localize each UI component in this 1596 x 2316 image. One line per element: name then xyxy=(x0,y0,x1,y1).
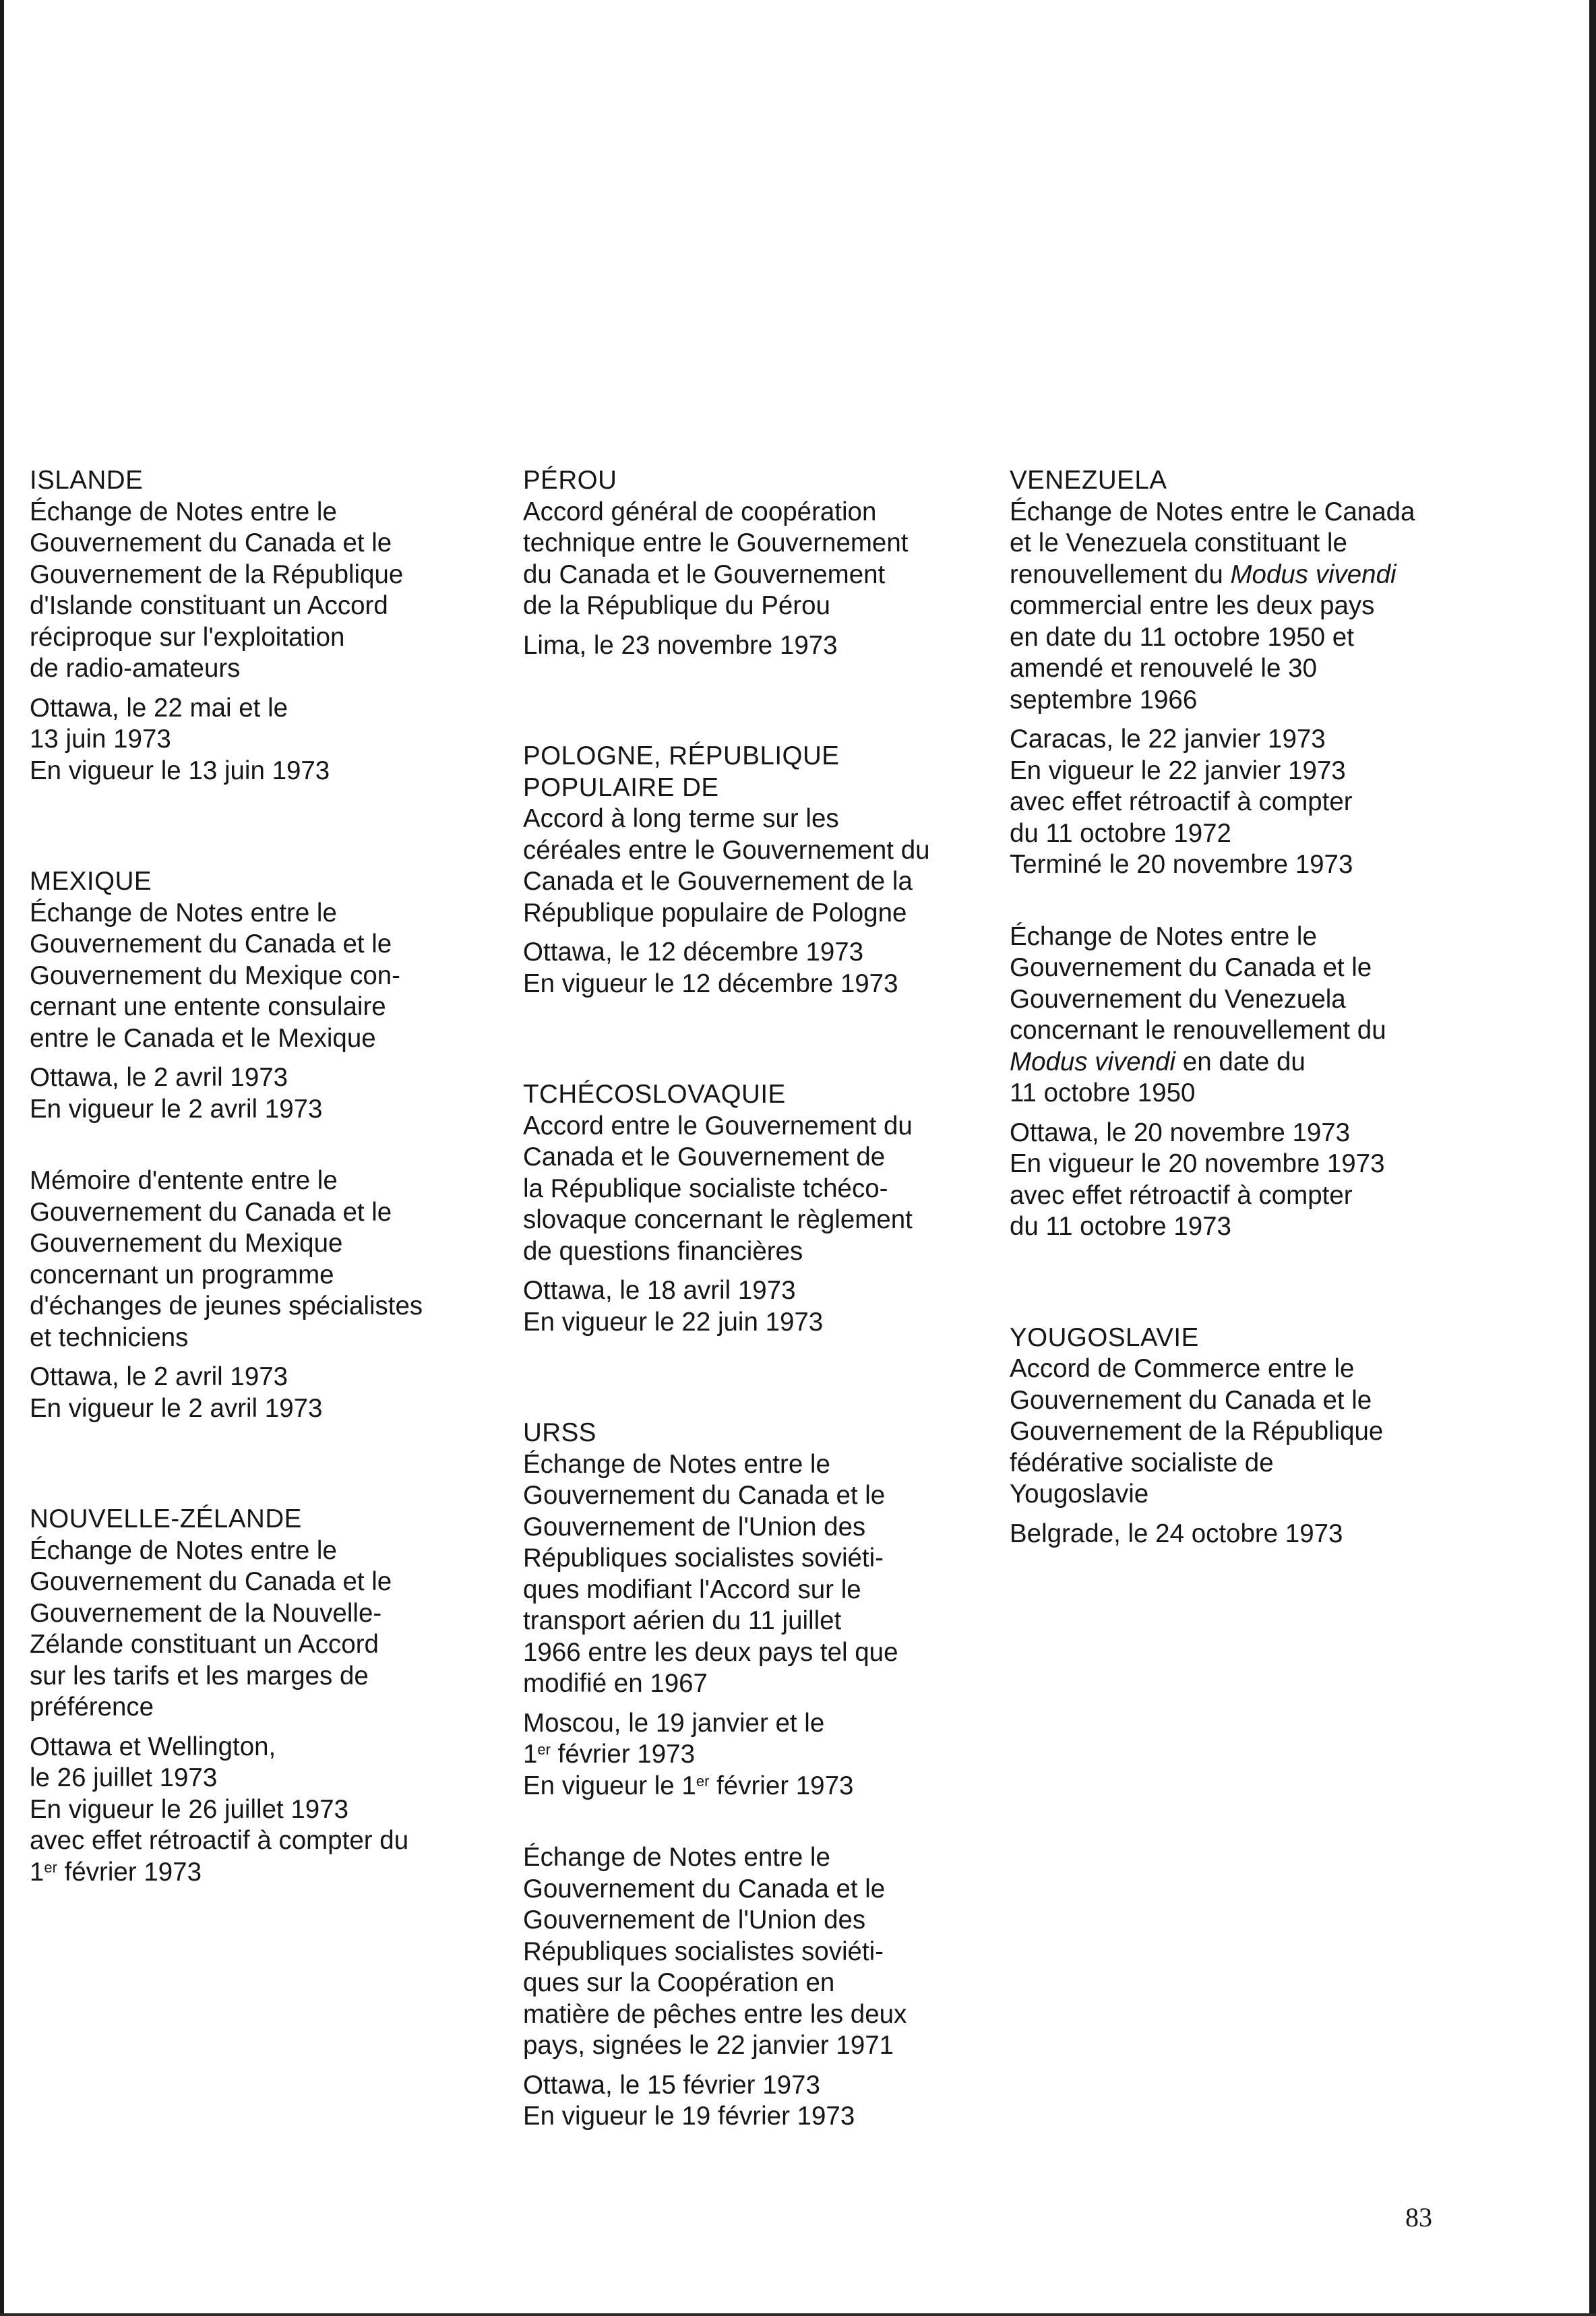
text-line: sur les tarifs et les marges de xyxy=(30,1661,369,1690)
scan-edge-right xyxy=(1589,0,1596,2316)
text-line: Gouvernement du Mexique con- xyxy=(30,961,400,990)
text-line: Accord à long terme sur les xyxy=(523,804,839,833)
text-line: transport aérien du 11 juillet xyxy=(523,1606,842,1635)
country-heading-mexique: MEXIQUE xyxy=(30,867,152,896)
date-line: Terminé le 20 novembre 1973 xyxy=(1010,850,1353,879)
date-line: avec effet rétroactif à compter xyxy=(1010,1180,1353,1210)
date-line: En vigueur le 20 novembre 1973 xyxy=(1010,1149,1385,1178)
agreement-dates xyxy=(523,1275,981,1338)
text-line: septembre 1966 xyxy=(1010,685,1198,714)
text-line: Gouvernement du Canada et le xyxy=(1010,953,1372,982)
agreement-nouvelle-zelande-1 xyxy=(30,1535,488,1889)
scan-edge-left xyxy=(0,0,4,2316)
italic-term: Modus vivendi xyxy=(1230,559,1396,589)
text-line: 11 octobre 1950 xyxy=(1010,1078,1196,1107)
ordinal-superscript: er xyxy=(44,1858,57,1876)
text-line: concernant le renouvellement du xyxy=(1010,1016,1386,1045)
agreement-dates xyxy=(1010,1519,1468,1550)
agreement-pologne-1 xyxy=(523,803,981,1000)
agreement-mexique-1 xyxy=(30,898,488,1126)
date-line: du 11 octobre 1972 xyxy=(1010,818,1231,848)
date-line: du 11 octobre 1973 xyxy=(1010,1212,1231,1241)
agreement-dates xyxy=(523,630,981,662)
text-line: Gouvernement du Canada et le xyxy=(1010,1385,1372,1415)
date-line: En vigueur le 19 février 1973 xyxy=(523,2102,855,2131)
entry-mexique xyxy=(30,866,488,1424)
text-line: Gouvernement du Canada et le xyxy=(30,528,392,557)
text-line: entre le Canada et le Mexique xyxy=(30,1023,376,1053)
text-line: Échange de Notes entre le xyxy=(30,898,337,927)
text-line: Échange de Notes entre le xyxy=(523,1843,830,1872)
text-line: ques sur la Coopération en xyxy=(523,1968,835,1997)
text-line: et techniciens xyxy=(30,1322,189,1352)
country-heading-perou: PÉROU xyxy=(523,466,617,495)
agreement-yougoslavie-1 xyxy=(1010,1353,1468,1550)
agreement-mexique-2 xyxy=(30,1165,488,1424)
text-line: amendé et renouvelé le 30 xyxy=(1010,654,1317,683)
country-heading-line: POPULAIRE DE xyxy=(523,772,719,802)
country-heading-yougoslavie: YOUGOSLAVIE xyxy=(1010,1322,1199,1352)
date-fragment: 1 xyxy=(523,1740,538,1769)
text-line: fédérative socialiste de xyxy=(1010,1448,1274,1477)
text-line: Mémoire d'entente entre le xyxy=(30,1166,338,1195)
date-line: 13 juin 1973 xyxy=(30,725,171,754)
text-line: Gouvernement du Mexique xyxy=(30,1229,343,1258)
agreement-description xyxy=(30,497,488,685)
text-line: Gouvernement de la République xyxy=(30,559,404,589)
text-line: Gouvernement du Canada et le xyxy=(523,1481,886,1510)
date-line: Caracas, le 22 janvier 1973 xyxy=(1010,725,1326,754)
country-heading-venezuela: VENEZUELA xyxy=(1010,466,1167,495)
agreement-venezuela-1 xyxy=(1010,497,1468,881)
text-fragment: en date du xyxy=(1175,1047,1306,1076)
text-line: Accord de Commerce entre le xyxy=(1010,1354,1355,1383)
agreement-dates xyxy=(30,693,488,787)
date-fragment: 1 xyxy=(30,1857,44,1887)
text-line: d'échanges de jeunes spécialistes xyxy=(30,1291,423,1320)
date-line: Belgrade, le 24 octobre 1973 xyxy=(1010,1519,1343,1548)
text-line: Échange de Notes entre le xyxy=(1010,921,1317,951)
agreement-urss-2 xyxy=(523,1842,981,2133)
date-line: Ottawa, le 20 novembre 1973 xyxy=(1010,1118,1351,1147)
date-line: Ottawa, le 12 décembre 1973 xyxy=(523,938,864,967)
agreement-dates xyxy=(523,1708,981,1802)
text-line: Républiques socialistes soviéti- xyxy=(523,1544,884,1573)
text-line: Échange de Notes entre le xyxy=(30,497,337,526)
agreement-dates xyxy=(30,1362,488,1424)
date-line: Ottawa, le 18 avril 1973 xyxy=(523,1276,796,1305)
date-line xyxy=(523,1739,981,1771)
column-right xyxy=(1010,465,1468,1629)
text-line: Gouvernement de l'Union des xyxy=(523,1512,866,1542)
entry-perou xyxy=(523,465,981,661)
agreement-description xyxy=(1010,921,1468,1109)
date-line: avec effet rétroactif à compter xyxy=(1010,787,1353,816)
agreement-description xyxy=(30,898,488,1055)
date-line xyxy=(523,1771,981,1802)
date-line: avec effet rétroactif à compter du xyxy=(30,1826,409,1855)
date-line: le 26 juillet 1973 xyxy=(30,1763,218,1792)
agreement-description xyxy=(523,803,981,929)
country-heading-tchecoslovaquie: TCHÉCOSLOVAQUIE xyxy=(523,1080,786,1109)
text-line: technique entre le Gouvernement xyxy=(523,528,909,557)
agreement-venezuela-2 xyxy=(1010,921,1468,1243)
text-line: Accord général de coopération xyxy=(523,497,877,526)
text-line: du Canada et le Gouvernement xyxy=(523,559,886,589)
agreement-dates xyxy=(30,1732,488,1889)
agreement-dates xyxy=(523,937,981,1000)
date-line: En vigueur le 13 juin 1973 xyxy=(30,756,330,785)
text-line: préférence xyxy=(30,1693,154,1721)
text-line xyxy=(1010,1047,1468,1078)
date-line: Ottawa et Wellington, xyxy=(30,1732,276,1761)
date-fragment: février 1973 xyxy=(550,1740,695,1769)
text-line: d'Islande constituant un Accord xyxy=(30,591,388,620)
scan-edge-bottom xyxy=(0,2313,1596,2316)
ordinal-superscript: er xyxy=(696,1772,710,1790)
date-line: Ottawa, le 15 février 1973 xyxy=(523,2070,820,2100)
date-fragment: février 1973 xyxy=(709,1771,854,1800)
agreement-description xyxy=(523,1449,981,1700)
column-middle xyxy=(523,465,981,2212)
country-heading-nouvelle-zelande: NOUVELLE-ZÉLANDE xyxy=(30,1504,302,1533)
text-line: Gouvernement de la Nouvelle- xyxy=(30,1598,382,1628)
ordinal-superscript: er xyxy=(537,1741,551,1758)
agreement-urss-1 xyxy=(523,1449,981,1802)
country-heading-urss: URSS xyxy=(523,1418,596,1447)
agreement-dates xyxy=(523,2070,981,2133)
text-line: 1966 entre les deux pays tel que xyxy=(523,1637,898,1667)
text-line: Gouvernement du Canada et le xyxy=(30,1197,392,1227)
date-line: Ottawa, le 2 avril 1973 xyxy=(30,1063,288,1092)
date-line: Ottawa, le 22 mai et le xyxy=(30,693,288,723)
text-line: Yougoslavie xyxy=(1010,1480,1149,1509)
entry-yougoslavie xyxy=(1010,1322,1468,1550)
entry-nouvelle-zelande xyxy=(30,1504,488,1888)
text-line: République populaire de Pologne xyxy=(523,898,907,927)
agreement-description xyxy=(30,1165,488,1353)
italic-term: Modus vivendi xyxy=(1010,1047,1176,1076)
text-line: ques modifiant l'Accord sur le xyxy=(523,1575,861,1604)
text-line: et le Venezuela constituant le xyxy=(1010,528,1347,557)
text-line: matière de pêches entre les deux xyxy=(523,1999,907,2029)
text-line: Républiques socialistes soviéti- xyxy=(523,1937,884,1966)
agreement-description xyxy=(523,497,981,622)
entry-venezuela xyxy=(1010,465,1468,1243)
agreement-description xyxy=(1010,497,1468,717)
text-line: céréales entre le Gouvernement du xyxy=(523,835,930,865)
country-heading-islande: ISLANDE xyxy=(30,466,144,495)
text-line: Zélande constituant un Accord xyxy=(30,1630,379,1659)
text-line: commercial entre les deux pays xyxy=(1010,591,1375,620)
text-line: réciproque sur l'exploitation xyxy=(30,622,345,652)
date-line: Lima, le 23 novembre 1973 xyxy=(523,630,838,660)
agreement-description xyxy=(30,1535,488,1724)
agreement-description xyxy=(1010,1353,1468,1511)
text-line: cernant une entente consulaire xyxy=(30,992,386,1021)
date-line: Moscou, le 19 janvier et le xyxy=(523,1708,825,1738)
text-line: Accord entre le Gouvernement du xyxy=(523,1111,913,1140)
text-line: Échange de Notes entre le xyxy=(30,1535,337,1565)
page-number: 83 xyxy=(1405,2202,1432,2232)
agreement-islande-1 xyxy=(30,497,488,787)
agreement-dates xyxy=(1010,724,1468,881)
country-heading-pologne xyxy=(523,741,981,803)
text-line: en date du 11 octobre 1950 et xyxy=(1010,622,1354,652)
country-heading-line: POLOGNE, RÉPUBLIQUE xyxy=(523,741,840,770)
text-line: Gouvernement du Venezuela xyxy=(1010,984,1346,1014)
entry-islande xyxy=(30,465,488,787)
text-line: Canada et le Gouvernement de la xyxy=(523,867,913,896)
text-line: Gouvernement de la République xyxy=(1010,1417,1384,1446)
text-line: Gouvernement du Canada et le xyxy=(30,930,392,958)
text-line: pays, signées le 22 janvier 1971 xyxy=(523,2031,894,2060)
entry-urss xyxy=(523,1418,981,2133)
agreement-perou-1 xyxy=(523,497,981,662)
agreement-dates xyxy=(30,1062,488,1125)
agreement-tchecoslovaquie-1 xyxy=(523,1111,981,1339)
date-line: Ottawa, le 2 avril 1973 xyxy=(30,1362,288,1391)
date-line: En vigueur le 2 avril 1973 xyxy=(30,1094,323,1124)
text-line: Échange de Notes entre le Canada xyxy=(1010,497,1415,526)
text-line: Échange de Notes entre le xyxy=(523,1449,830,1479)
entry-tchecoslovaquie xyxy=(523,1079,981,1338)
text-line: modifié en 1967 xyxy=(523,1669,708,1698)
text-line: la République socialiste tchéco- xyxy=(523,1174,888,1203)
text-line xyxy=(1010,559,1468,591)
date-line: En vigueur le 22 janvier 1973 xyxy=(1010,756,1346,785)
text-line: Gouvernement du Canada et le xyxy=(30,1567,392,1596)
date-line xyxy=(30,1857,488,1889)
date-line: En vigueur le 12 décembre 1973 xyxy=(523,969,898,998)
agreement-dates xyxy=(1010,1118,1468,1243)
date-line: En vigueur le 26 juillet 1973 xyxy=(30,1794,349,1824)
agreement-description xyxy=(523,1842,981,2062)
text-line: de questions financières xyxy=(523,1236,803,1266)
text-line: Canada et le Gouvernement de xyxy=(523,1142,886,1171)
text-line: concernant un programme xyxy=(30,1260,334,1289)
column-left xyxy=(30,465,488,1968)
text-line: slovaque concernant le règlement xyxy=(523,1205,913,1234)
date-line: En vigueur le 2 avril 1973 xyxy=(30,1393,323,1423)
text-fragment: renouvellement du xyxy=(1010,559,1231,589)
date-line: En vigueur le 22 juin 1973 xyxy=(523,1307,824,1337)
text-line: de la République du Pérou xyxy=(523,591,830,620)
date-fragment: En vigueur le 1 xyxy=(523,1771,696,1800)
entry-pologne xyxy=(523,741,981,1000)
agreement-description xyxy=(523,1111,981,1268)
text-line: Gouvernement de l'Union des xyxy=(523,1906,866,1934)
text-line: de radio-amateurs xyxy=(30,654,241,683)
text-line: Gouvernement du Canada et le xyxy=(523,1874,886,1903)
date-fragment: février 1973 xyxy=(57,1857,202,1887)
